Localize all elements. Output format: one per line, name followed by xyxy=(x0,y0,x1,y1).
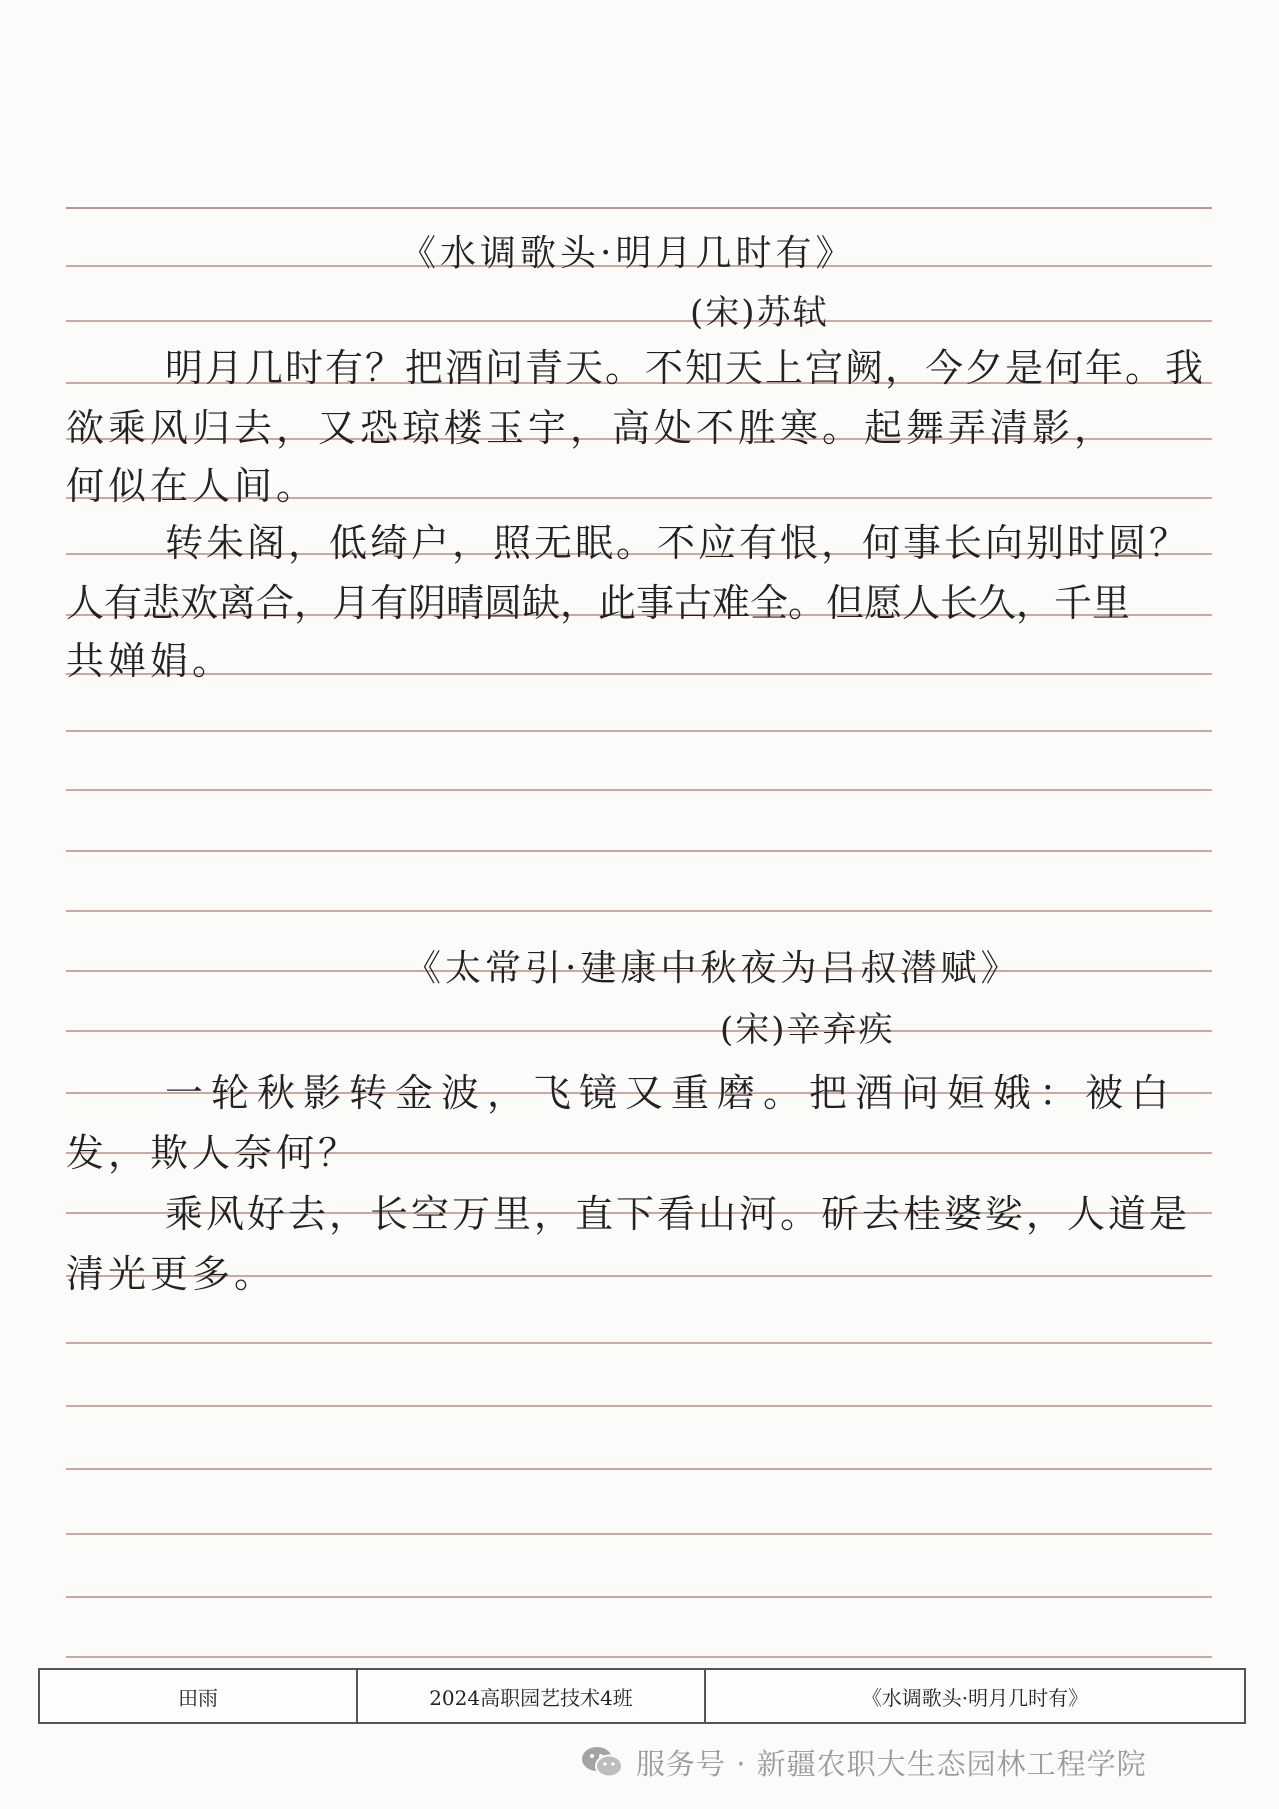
ruled-line xyxy=(66,207,1212,209)
ruled-line xyxy=(66,673,1212,675)
footer-table xyxy=(38,1668,1246,1724)
ruled-line xyxy=(66,910,1212,912)
watermark-text: 服务号 · 新疆农职大生态园林工程学院 xyxy=(636,1746,1147,1781)
poem2-author: (宋)辛弃疾 xyxy=(720,1010,895,1050)
poem1-line: 人有悲欢离合，月有阴晴圆缺，此事古难全。但愿人长久，千里 xyxy=(66,581,1131,625)
poem2-line: 清光更多。 xyxy=(66,1252,277,1296)
ruled-line xyxy=(66,1533,1212,1535)
poem1-line: 何似在人间。 xyxy=(66,464,319,508)
ruled-line xyxy=(66,1405,1212,1407)
ruled-line xyxy=(66,1468,1212,1470)
watermark xyxy=(580,1737,1147,1787)
ruled-line xyxy=(66,850,1212,852)
poem2-line: 乘风好去，长空万里，直下看山河。斫去桂婆娑，人道是 xyxy=(165,1192,1191,1236)
ruled-line xyxy=(66,1656,1212,1658)
poem1-title: 《水调歌头·明月几时有》 xyxy=(400,233,856,274)
poem2-line: 一轮秋影转金波，飞镜又重磨。把酒问姮娥：被白 xyxy=(165,1071,1178,1115)
footer-name: 田雨 xyxy=(40,1670,358,1722)
ruled-line xyxy=(66,1030,1212,1032)
ruled-line xyxy=(66,1342,1212,1344)
poem2-line: 发，欺人奈何？ xyxy=(66,1131,361,1175)
ruled-line xyxy=(66,789,1212,791)
poem1-line: 欲乘风归去，又恐琼楼玉宇，高处不胜寒。起舞弄清影， xyxy=(66,406,1117,450)
poem1-line: 转朱阁，低绮户，照无眠。不应有恨，何事长向别时圆？ xyxy=(165,521,1191,565)
poem1-line: 共婵娟。 xyxy=(66,639,235,683)
ruled-line xyxy=(66,320,1212,322)
poem2-title: 《太常引·建康中秋夜为吕叔潜赋》 xyxy=(405,948,1021,989)
ruled-line xyxy=(66,1596,1212,1598)
wechat-icon xyxy=(580,1744,624,1780)
footer-work-title: 《水调歌头·明月几时有》 xyxy=(861,1685,1089,1710)
ruled-line xyxy=(66,730,1212,732)
poem1-author: (宋)苏轼 xyxy=(690,293,829,333)
poem1-line: 明月几时有？把酒问青天。不知天上宫阙，今夕是何年。我 xyxy=(165,346,1206,390)
footer-class: 2024高职园艺技术4班 xyxy=(358,1670,706,1722)
